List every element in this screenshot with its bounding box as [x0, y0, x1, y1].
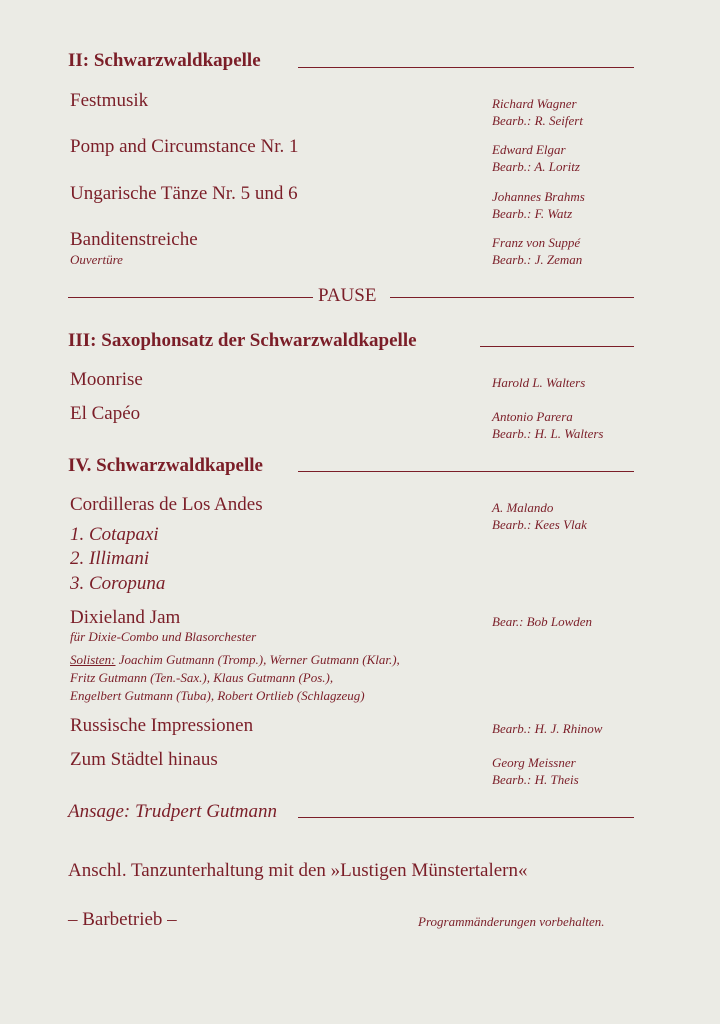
piece-title: El Capéo: [70, 403, 141, 424]
pause-rule-left: [68, 297, 313, 298]
piece-title: Banditenstreiche: [70, 229, 198, 250]
piece-credits: [492, 95, 583, 129]
arranger: Bearb.: Kees Vlak: [492, 517, 587, 532]
piece-credits: [492, 374, 585, 391]
piece-subtitle: für Dixie-Combo und Blasorchester: [70, 629, 257, 644]
heading-rule: [298, 471, 634, 472]
movement: 2. Illimani: [70, 548, 150, 569]
piece-credits: [492, 720, 602, 737]
arranger: Bearb.: R. Seifert: [492, 113, 583, 128]
soloists-line: Fritz Gutmann (Ten.-Sax.), Klaus Gutmann (Pos.),: [70, 670, 334, 685]
movement: 1. Cotapaxi: [70, 524, 159, 545]
piece-title: Cordilleras de Los Andes: [70, 494, 263, 515]
composer: Edward Elgar: [492, 142, 566, 157]
section-heading: III: Saxophonsatz der Schwarzwaldkapelle: [68, 330, 417, 351]
piece-credits: [492, 754, 579, 788]
arranger: Bearb.: F. Watz: [492, 206, 573, 221]
pause-label: PAUSE: [318, 285, 377, 306]
composer: Richard Wagner: [492, 96, 577, 111]
composer: Georg Meissner: [492, 755, 576, 770]
arranger: Bearb.: A. Loritz: [492, 159, 580, 174]
soloists-label: Solisten:: [70, 652, 116, 667]
piece-credits: [492, 499, 587, 533]
soloists-line: Engelbert Gutmann (Tuba), Robert Ortlieb (Schlagzeug): [70, 688, 365, 703]
composer: Harold L. Walters: [492, 375, 586, 390]
announcer-rule: [298, 817, 634, 818]
piece-credits: [492, 188, 585, 222]
arranger: Bearb.: H. J. Rhinow: [492, 721, 603, 736]
piece-title: Moonrise: [70, 369, 143, 390]
arranger: Bearb.: J. Zeman: [492, 252, 583, 267]
piece-title: Russische Impressionen: [70, 715, 254, 736]
piece-title: Zum Städtel hinaus: [70, 749, 218, 770]
dance-note: Anschl. Tanzunterhaltung mit den »Lustigen Münstertalern«: [68, 860, 528, 881]
arranger: Bearb.: H. L. Walters: [492, 426, 604, 441]
piece-credits: [492, 234, 582, 268]
movement: 3. Coropuna: [70, 573, 166, 594]
composer: Johannes Brahms: [492, 189, 585, 204]
disclaimer: Programmänderungen vorbehalten.: [418, 914, 605, 929]
soloists: [70, 651, 400, 705]
piece-credits: [492, 141, 580, 175]
arranger: Bear.: Bob Lowden: [492, 614, 593, 629]
composer: Franz von Suppé: [492, 235, 581, 250]
piece-credits: [492, 408, 603, 442]
heading-rule: [298, 67, 634, 68]
piece-title: Ungarische Tänze Nr. 5 und 6: [70, 183, 298, 204]
announcer: Ansage: Trudpert Gutmann: [68, 801, 277, 822]
piece-title: Dixieland Jam: [70, 607, 181, 628]
composer: Antonio Parera: [492, 409, 573, 424]
bar-note: – Barbetrieb –: [68, 909, 177, 930]
piece-credits: [492, 613, 592, 630]
heading-rule: [480, 346, 634, 347]
arranger: Bearb.: H. Theis: [492, 772, 579, 787]
composer: A. Malando: [492, 500, 554, 515]
section-heading: IV. Schwarzwaldkapelle: [68, 455, 263, 476]
section-heading: II: Schwarzwaldkapelle: [68, 50, 261, 71]
pause-rule-right: [390, 297, 634, 298]
piece-title: Pomp and Circumstance Nr. 1: [70, 136, 299, 157]
piece-title: Festmusik: [70, 90, 149, 111]
soloists-line: Joachim Gutmann (Tromp.), Werner Gutmann (Klar.),: [118, 652, 400, 667]
piece-subtitle: Ouvertüre: [70, 252, 123, 267]
